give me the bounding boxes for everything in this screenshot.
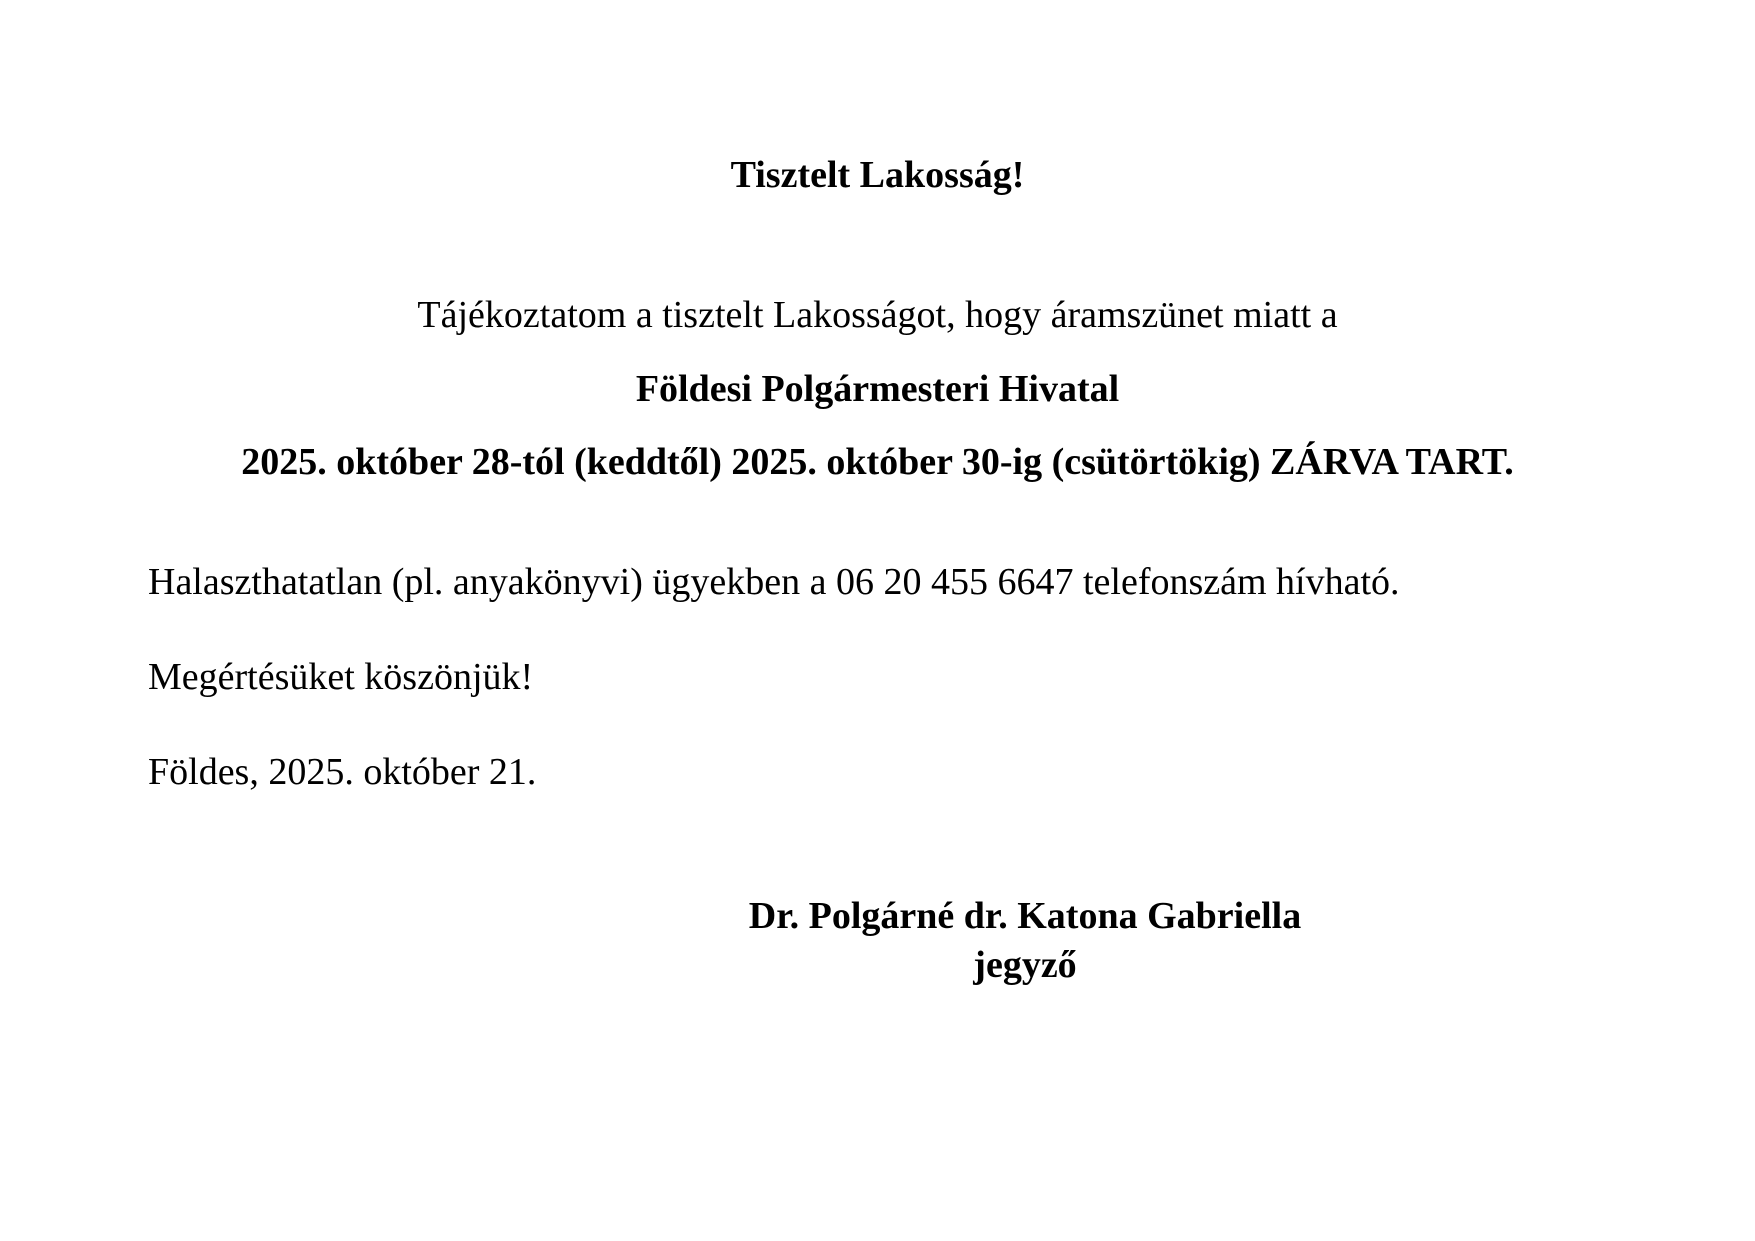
signatory-title: jegyző [973, 944, 1077, 986]
signatory-name: Dr. Polgárné dr. Katona Gabriella [748, 895, 1302, 937]
urgent-contact-text: Halaszthatatlan (pl. anyakönyvi) ügyekben a 06 20 455 6647 telefonszám hívható. [148, 561, 1400, 603]
intro-text: Tájékoztatom a tisztelt Lakosságot, hogy áramszünet miatt a [417, 294, 1338, 336]
place-date: Földes, 2025. október 21. [148, 751, 537, 793]
thanks-text: Megértésüket köszönjük! [148, 656, 534, 698]
greeting-heading: Tisztelt Lakosság! [730, 154, 1025, 196]
office-name: Földesi Polgármesteri Hivatal [635, 368, 1120, 410]
closure-period: 2025. október 28-tól (keddtől) 2025. október 30-ig (csütörtökig) ZÁRVA TART. [241, 441, 1514, 483]
